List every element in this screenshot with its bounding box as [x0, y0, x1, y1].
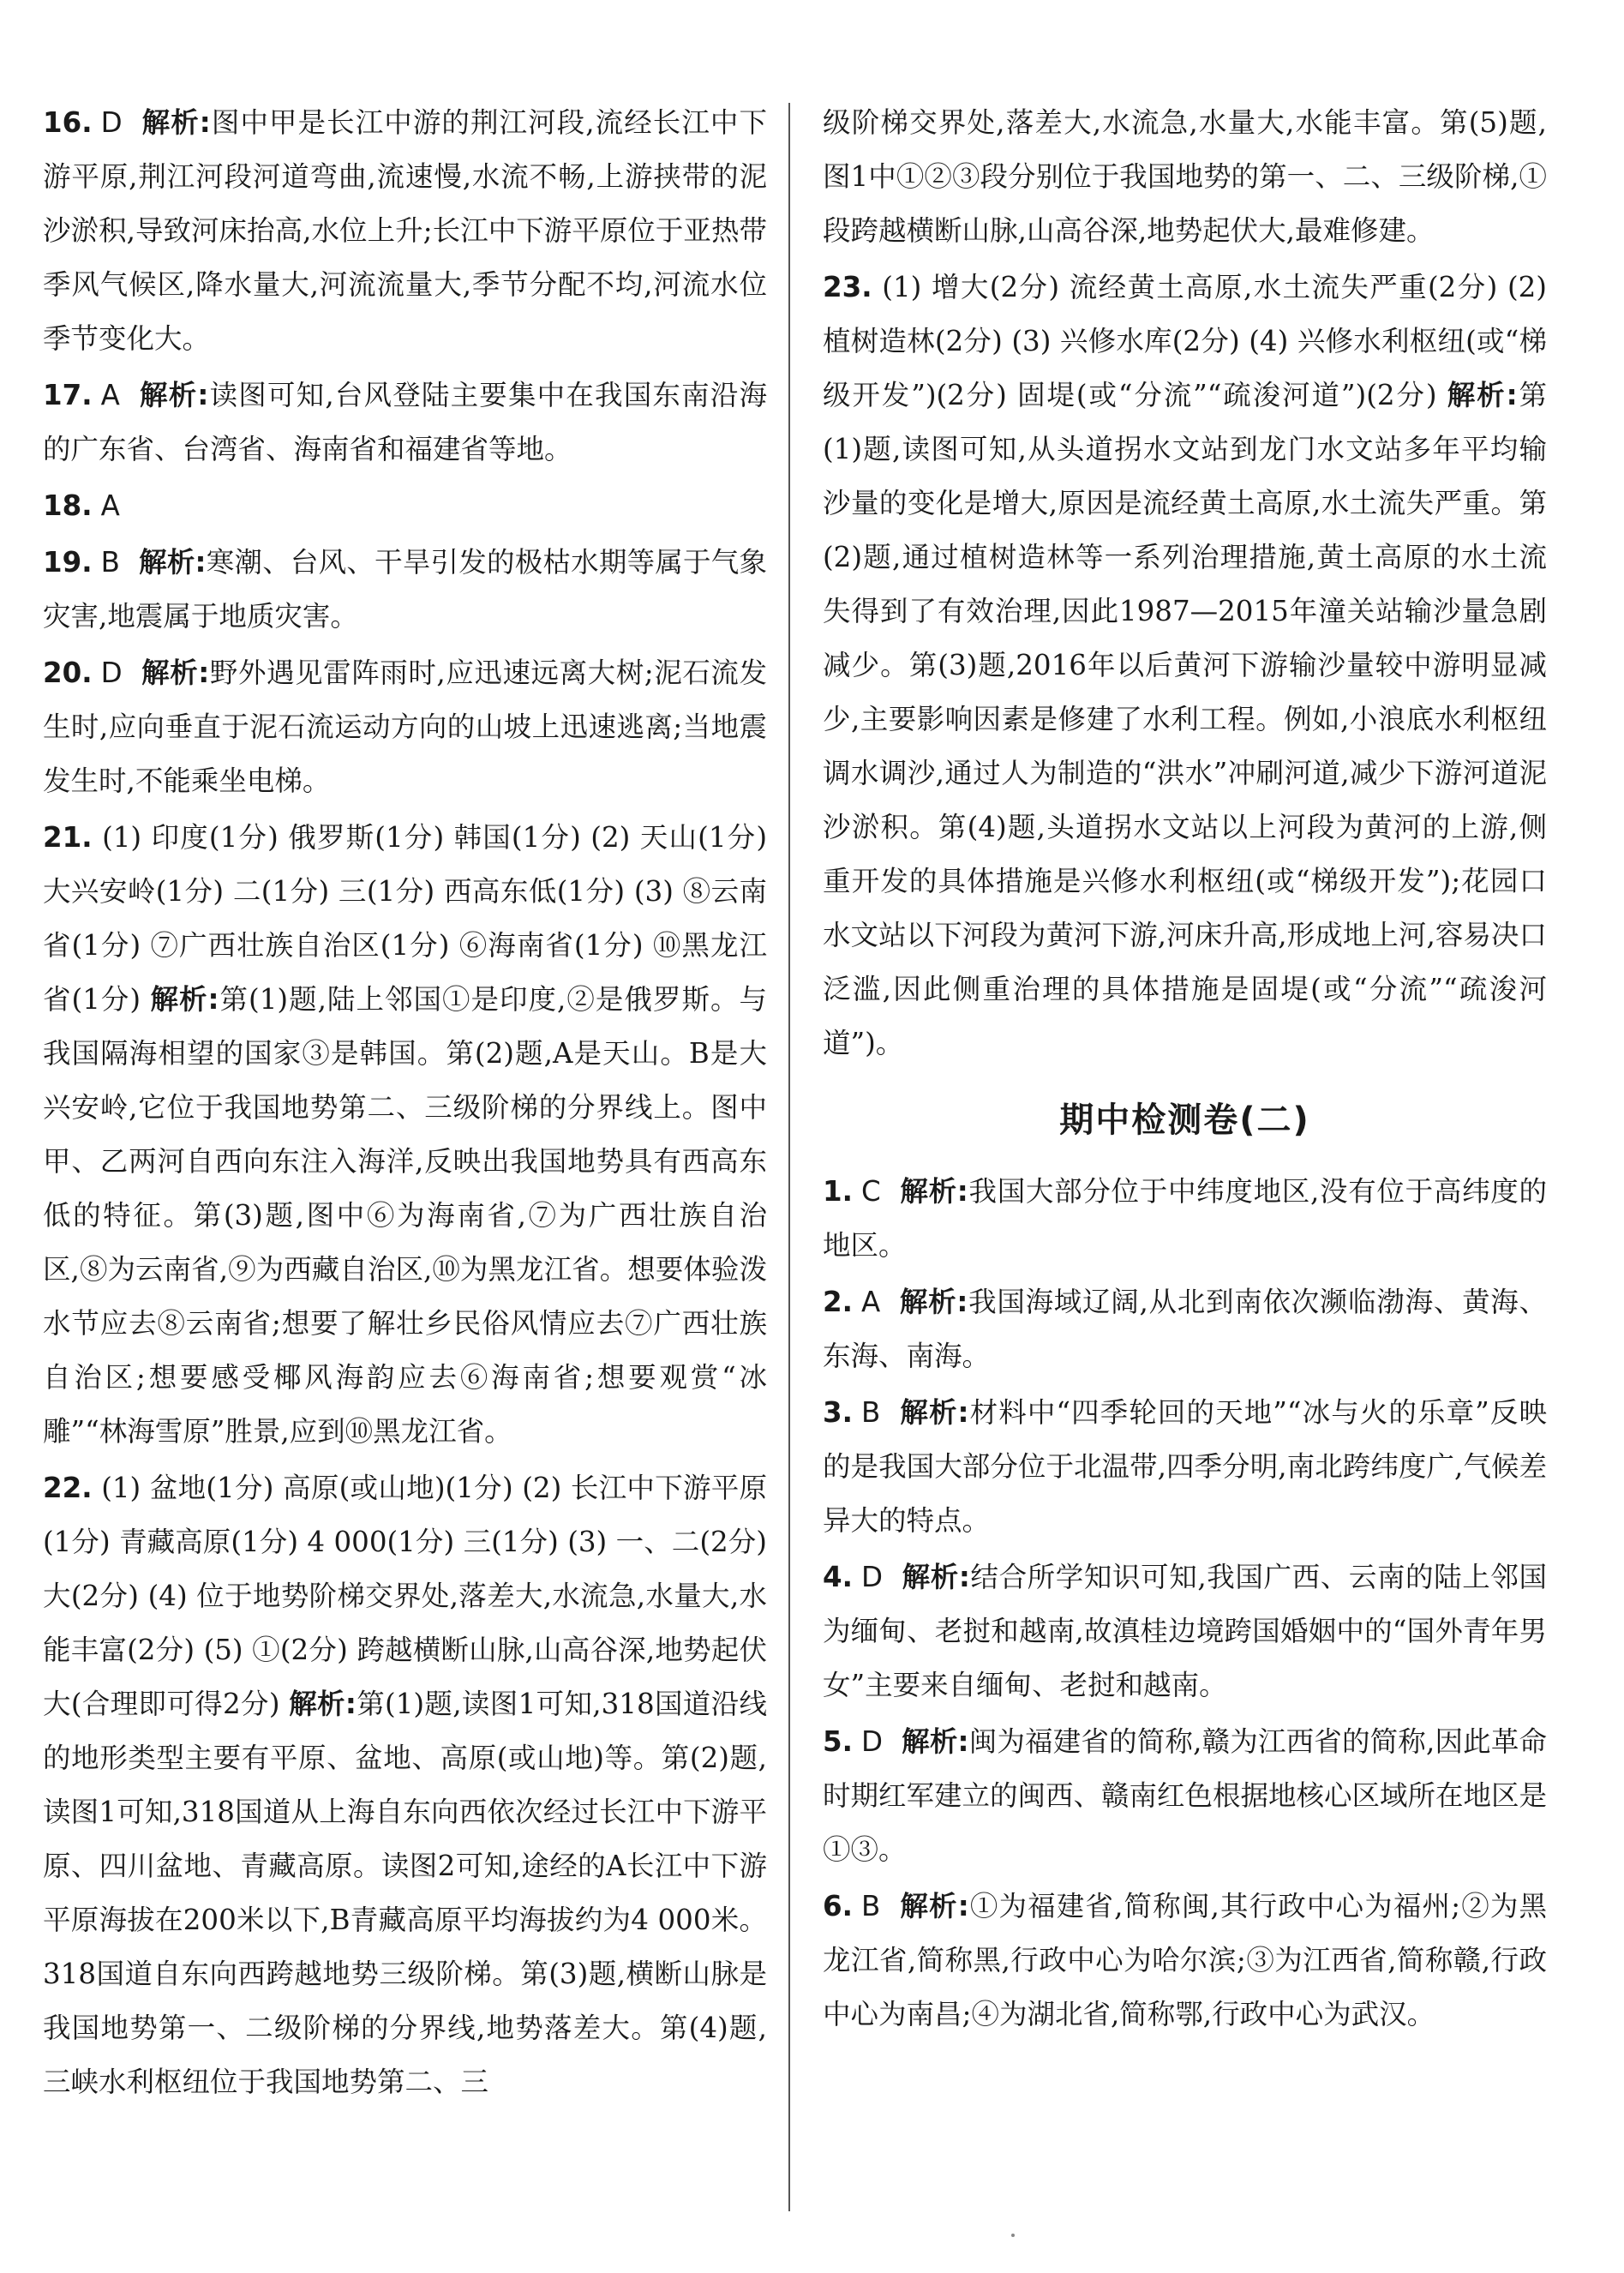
answer-choice: C: [860, 1175, 881, 1208]
explanation-label: 解析:: [899, 1396, 969, 1429]
answer-item: [43, 1461, 767, 2109]
answer-item: [823, 1275, 1547, 1383]
section-title: 期中检测卷(二): [1059, 1101, 1310, 1140]
answer-choice: A: [860, 1286, 881, 1318]
explanation-label: 解析:: [902, 1561, 970, 1593]
answer-item: [43, 536, 767, 644]
explanation-text: 野外遇见雷阵雨时,应迅速远离大树;泥石流发生时,应向垂直于泥石流运动方向的山坡上迅速逃离;当地震发生时,不能乘坐电梯。: [43, 657, 768, 797]
answer-item: [823, 1165, 1547, 1273]
explanation-label: 解析:: [902, 1725, 969, 1758]
page-mark: [1011, 2234, 1015, 2237]
question-number: 20.: [43, 657, 93, 689]
right-column: [823, 96, 1547, 2044]
explanation-text: 闽为福建省的简称,赣为江西省的简称,因此革命时期红军建立的闽西、赣南红色根据地核心区域所在地区是①③。: [823, 1725, 1548, 1866]
answer-item: [43, 369, 767, 477]
explanation-label: 解析:: [150, 983, 219, 1016]
continuation-paragraph: [823, 96, 1547, 258]
explanation-text: 第(1)题,陆上邻国①是印度,②是俄罗斯。与我国隔海相望的国家③是韩国。第(2)题,A是天山。B是大兴安岭,它位于我国地势第二、三级阶梯的分界线上。图中甲、乙两河自西向东注入海洋,反映出我国地势具有西高东低的特征。第(3)题,图中⑥为海南省,⑦为广西壮族自治区,⑧为云南省,⑨为西藏自治区,⑩为黑龙江省。想要体验泼水节应去⑧云南省;想要了解壮乡民俗风情应去⑦广西壮族自治区;想要感受椰风海韵应去⑥海南省;想要观赏“冰雕”“林海雪原”胜景,应到⑩黑龙江省。: [43, 983, 767, 1448]
explanation-label: 解析:: [138, 546, 207, 579]
question-number: 6.: [823, 1890, 853, 1922]
explanation-label: 解析:: [899, 1890, 969, 1922]
explanation-label: 解析:: [289, 1688, 357, 1720]
answer-choice: B: [860, 1890, 881, 1922]
answer-item: [43, 96, 767, 366]
question-number: 3.: [823, 1396, 853, 1429]
explanation-label: 解析:: [1447, 379, 1518, 411]
explanation-text: ①为福建省,简称闽,其行政中心为福州;②为黑龙江省,简称黑,行政中心为哈尔滨;③为江西省,简称赣,行政中心为南昌;④为湖北省,简称鄂,行政中心为武汉。: [823, 1890, 1547, 2030]
answer-item: [43, 479, 767, 533]
question-number: 22.: [43, 1472, 93, 1504]
question-number: 23.: [823, 271, 872, 303]
explanation-label: 解析:: [141, 657, 210, 689]
answer-choice: B: [860, 1396, 881, 1429]
explanation-text: 材料中“四季轮回的天地”“冰与火的乐章”反映的是我国大部分位于北温带,四季分明,南北跨纬度广,气候差异大的特点。: [823, 1396, 1547, 1537]
explanation-text: 第(1)题,读图可知,从头道拐水文站到龙门水文站多年平均输沙量的变化是增大,原因是流经黄土高原,水土流失严重。第(2)题,通过植树造林等一系列治理措施,黄土高原的水土流失得到了有效治理,因此1987—2015年潼关站输沙量急剧减少。第(3)题,2016年以后黄河下游输沙量较中游明显减少,主要影响因素是修建了水利工程。例如,小浪底水利枢纽调水调沙,通过人为制造的“洪水”冲刷河道,减少下游河道泥沙淤积。第(4)题,头道拐水文站以上河段为黄河的上游,侧重开发的具体措施是兴修水利枢纽(或“梯级开发”);花园口水文站以下河段为黄河下游,河床升高,形成地上河,容易决口泛滥,因此侧重治理的具体措施是固堤(或“分流”“疏浚河道”)。: [823, 379, 1547, 1059]
question-number: 17.: [43, 379, 93, 411]
answer-item: [43, 811, 767, 1459]
answer-key: (1) 盆地(1分) 高原(或山地)(1分) (2) 长江中下游平原(1分) 青藏高原(1分) 4 000(1分) 三(1分) (3) 一、二(2分) 大(2分) (4) 位于地势阶梯交界处,落差大,水流急,水量大,水能丰富(2分) (5) ①(2分) 跨越横断山脉,山高谷深,地势起伏大(合理即可得2分): [43, 1472, 767, 1720]
answer-choice: B: [100, 546, 120, 579]
answer-choice: D: [100, 106, 123, 139]
question-number: 21.: [43, 821, 93, 854]
explanation-label: 解析:: [141, 106, 211, 139]
explanation-text: 我国海域辽阔,从北到南依次濒临渤海、黄海、东海、南海。: [823, 1286, 1547, 1372]
explanation-label: 解析:: [138, 379, 209, 411]
question-number: 18.: [43, 489, 93, 522]
explanation-text: 寒潮、台风、干旱引发的极枯水期等属于气象灾害,地震属于地质灾害。: [43, 546, 767, 633]
answer-item: [43, 646, 767, 808]
explanation-text: 读图可知,台风登陆主要集中在我国东南沿海的广东省、台湾省、海南省和福建省等地。: [43, 379, 767, 465]
question-number: 4.: [823, 1561, 853, 1593]
explanation-text: 图中甲是长江中游的荆江河段,流经长江中下游平原,荆江河段河道弯曲,流速慢,水流不畅,上游挟带的泥沙淤积,导致河床抬高,水位上升;长江中下游平原位于亚热带季风气候区,降水量大,河流流量大,季节分配不均,河流水位季节变化大。: [43, 106, 767, 355]
answer-key: (1) 印度(1分) 俄罗斯(1分) 韩国(1分) (2) 天山(1分) 大兴安岭(1分) 二(1分) 三(1分) 西高东低(1分) (3) ⑧云南省(1分) ⑦广西壮族自治区(1分) ⑥海南省(1分) ⑩黑龙江省(1分): [43, 821, 767, 1016]
explanation-text: 我国大部分位于中纬度地区,没有位于高纬度的地区。: [823, 1175, 1547, 1262]
answer-choice: D: [100, 657, 123, 689]
answer-item: [823, 1386, 1547, 1548]
explanation-label: 解析:: [899, 1286, 968, 1318]
answer-item: [823, 1550, 1547, 1712]
answer-item: [823, 1715, 1547, 1877]
question-number: 5.: [823, 1725, 853, 1758]
continuation-text: 级阶梯交界处,落差大,水流急,水量大,水能丰富。第(5)题,图1中①②③段分别位于我国地势的第一、二、三级阶梯,①段跨越横断山脉,山高谷深,地势起伏大,最难修建。: [823, 106, 1547, 247]
answer-item: [823, 1880, 1547, 2042]
answer-choice: D: [860, 1725, 883, 1758]
question-number: 16.: [43, 106, 93, 139]
answer-choice: D: [860, 1561, 883, 1593]
answer-choice: A: [100, 489, 120, 522]
question-number: 1.: [823, 1175, 853, 1208]
question-number: 2.: [823, 1286, 853, 1318]
answer-key: (1) 增大(2分) 流经黄土高原,水土流失严重(2分) (2) 植树造林(2分) (3) 兴修水库(2分) (4) 兴修水利枢纽(或“梯级开发”)(2分) 固堤(或“分流”“疏浚河道”)(2分): [823, 271, 1547, 411]
answer-choice: A: [100, 379, 120, 411]
left-column: [43, 96, 767, 2112]
column-divider: [788, 103, 790, 2211]
answer-item: [823, 261, 1547, 1071]
explanation-label: 解析:: [899, 1175, 968, 1208]
question-number: 19.: [43, 546, 93, 579]
explanation-text: 结合所学知识可知,我国广西、云南的陆上邻国为缅甸、老挝和越南,故滇桂边境跨国婚姻中的“国外青年男女”主要来自缅甸、老挝和越南。: [823, 1561, 1547, 1701]
explanation-text: 第(1)题,读图1可知,318国道沿线的地形类型主要有平原、盆地、高原(或山地)等。第(2)题,读图1可知,318国道从上海自东向西依次经过长江中下游平原、四川盆地、青藏高原。读图2可知,途经的A长江中下游平原海拔在200米以下,B青藏高原平均海拔约为4 000米。318国道自东向西跨越地势三级阶梯。第(3)题,横断山脉是我国地势第一、二级阶梯的分界线,地势落差大。第(4)题,三峡水利枢纽位于我国地势第二、三: [43, 1688, 767, 2098]
